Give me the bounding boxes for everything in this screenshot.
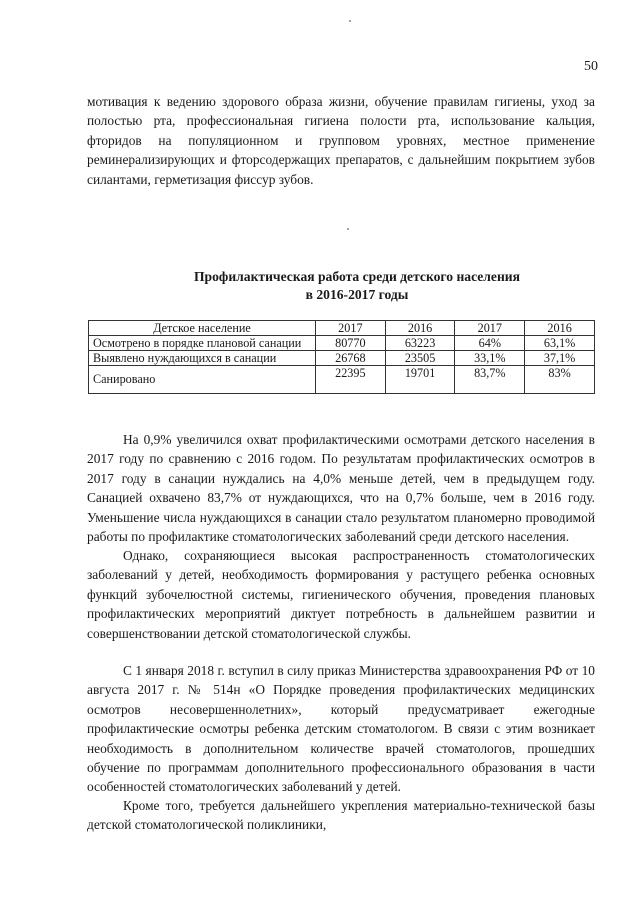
paragraph-order: С 1 января 2018 г. вступил в силу приказ Министерства здравоохранения РФ от 10 августа 2017 г. № 514н «О Порядке проведения профилактических медицинских осмотров несовершеннолетних», который предусматривает ежегодные профилактические осмотры ребенка детским стоматологом. В связи с этим возникает необходимость в дополнительном количестве врачей стоматологов, прошедших обучение по программам дополнительного профессионального образования в части особенностей стоматологических заболеваний у детей. (87, 663, 595, 795)
table-title-line1: Профилактическая работа среди детского населения (193, 269, 520, 284)
cell-value: 33,1% (455, 351, 525, 366)
header-cell-2017-pct: 2017 (455, 321, 525, 336)
row-label: Выявлено нуждающихся в санации (89, 351, 316, 366)
cell-value: 63,1% (525, 336, 595, 351)
paragraph-moreover: Кроме того, требуется дальнейшего укрепления материально-технической базы детской стоматологической поликлиники, (87, 798, 595, 833)
header-cell-2017: 2017 (315, 321, 385, 336)
table-row (89, 351, 595, 366)
cell-value: 64% (455, 336, 525, 351)
cell-value: 26768 (315, 351, 385, 366)
scan-speck (349, 20, 351, 22)
row-label: Санировано (89, 366, 316, 394)
cell-value: 19701 (385, 366, 455, 394)
cell-value: 23505 (385, 351, 455, 366)
scan-speck (347, 228, 349, 230)
header-cell-2016-pct: 2016 (525, 321, 595, 336)
cell-value: 37,1% (525, 351, 595, 366)
table-header-row (89, 321, 595, 336)
cell-value: 80770 (315, 336, 385, 351)
paragraph-intro: мотивация к ведению здорового образа жизни, обучение правилам гигиены, уход за полостью рта, профессиональная гигиена полости рта, использование кальция, фторидов на популяционном и групповом уровнях, местное применение реминерализирующих и фторсодержащих препаратов, с дальнейшим покрытием зубов силантами, герметизация фиссур зубов. (87, 94, 595, 187)
prevention-table (88, 320, 595, 394)
row-label: Осмотрено в порядке плановой санации (89, 336, 316, 351)
table-row (89, 366, 595, 394)
paragraph-coverage: На 0,9% увеличился охват профилактическими осмотрами детского населения в 2017 году по сравнению с 2016 годом. По результатам профилактических осмотров в 2017 году в санации нуждались на 4,0% меньше детей, чем в предыдущем году. Санацией охвачено 83,7% от нуждающихся, что на 0,7% больше, чем в 2016 году. Уменьшение числа нуждающихся в санации стало результатом планомерно проводимой работы по профилактике стоматологических заболеваний среди детского населения. (87, 432, 595, 545)
page-number: 50 (584, 59, 598, 74)
cell-value: 63223 (385, 336, 455, 351)
cell-value: 83% (525, 366, 595, 394)
cell-value: 22395 (315, 366, 385, 394)
table-row (89, 336, 595, 351)
header-cell-2016: 2016 (385, 321, 455, 336)
table-title (87, 268, 627, 304)
table-title-line2: в 2016-2017 годы (305, 287, 409, 302)
cell-value: 83,7% (455, 366, 525, 394)
header-cell-population: Детское население (89, 321, 316, 336)
paragraph-however: Однако, сохраняющиеся высокая распространенность стоматологических заболеваний у детей, необходимость формирования у растущего ребенка основных функций зубочелюстной системы, гигиенического обучения, проведения плановых профилактических мероприятий диктует потребность в дальнейшем развитии и совершенствовании детской стоматологической службы. (87, 548, 595, 641)
